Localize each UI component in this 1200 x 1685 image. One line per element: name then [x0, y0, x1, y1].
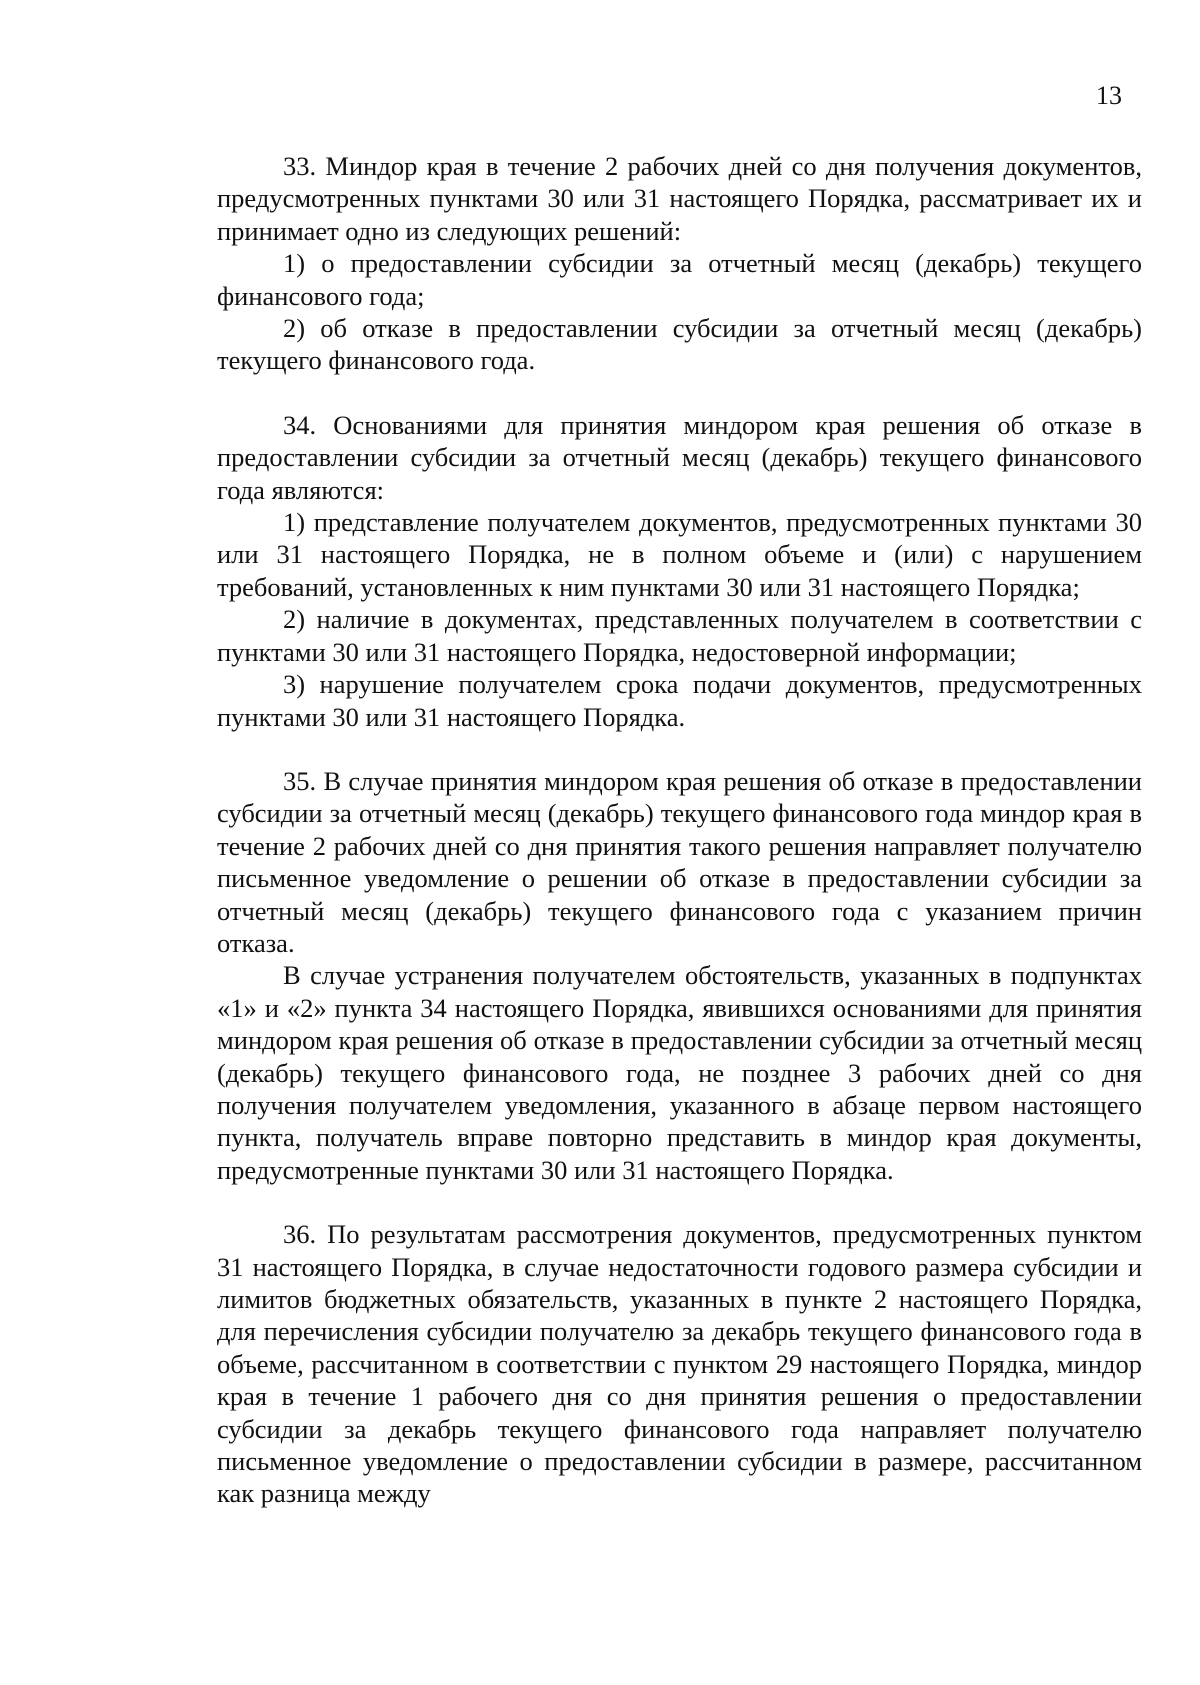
paragraph-34-item-1: 1) представление получателем документов, предусмотренных пунктами 30 или 31 настоящего Порядка, не в полном объеме и (или) с нарушением требований, установленных к ним пунктами 30 или 31 настоящего Порядка; — [217, 507, 1142, 602]
paragraph-33-item-1: 1) о предоставлении субсидии за отчетный месяц (декабрь) текущего финансового года; — [217, 248, 1142, 311]
paragraph-34-item-2: 2) наличие в документах, представленных получателем в соответствии с пунктами 30 или 31 настоящего Порядка, недостоверной информации; — [217, 604, 1142, 667]
paragraph-34: 34. Основаниями для принятия миндором края решения об отказе в предоставлении субсидии за отчетный месяц (декабрь) текущего финансового года являются: — [217, 409, 1142, 505]
page-number: 13 — [1096, 81, 1122, 110]
document-body — [217, 150, 1142, 1510]
paragraph-36: 36. По результатам рассмотрения документов, предусмотренных пунктом 31 настоящего Порядка, в случае недостаточности годового размера субсидии и лимитов бюджетных обязательств, указанных в пункте 2 настоящего Порядка, для перечисления субсидии получателю за декабрь текущего финансового года в объеме, рассчитанном в соответствии с пунктом 29 настоящего Порядка, миндор края в течение 1 рабочего дня со дня принятия решения о предоставлении субсидии за декабрь текущего финансового года направляет получателю письменное уведомление о предоставлении субсидии в размере, рассчитанном как разница между — [217, 1219, 1142, 1509]
paragraph-35: 35. В случае принятия миндором края решения об отказе в предоставлении субсидии за отчетный месяц (декабрь) текущего финансового года миндор края в течение 2 рабочих дней со дня принятия такого решения направляет получателю письменное уведомление о решении об отказе в предоставлении субсидии за отчетный месяц (декабрь) текущего финансового года с указанием причин отказа. — [217, 765, 1142, 958]
paragraph-33: 33. Миндор края в течение 2 рабочих дней со дня получения документов, предусмотренных пунктами 30 или 31 настоящего Порядка, рассматривает их и принимает одно из следующих решений: — [217, 151, 1142, 246]
paragraph-33-item-2: 2) об отказе в предоставлении субсидии за отчетный месяц (декабрь) текущего финансового года. — [217, 313, 1142, 376]
paragraph-35-part-2: В случае устранения получателем обстоятельств, указанных в подпунктах «1» и «2» пункта 34 настоящего Порядка, явившихся основаниями для принятия миндором края решения об отказе в предоставлении субсидии за отчетный месяц (декабрь) текущего финансового года, не позднее 3 рабочих дней со дня получения получателем уведомления, указанного в абзаце первом настоящего пункта, получатель вправе повторно представить в миндор края документы, предусмотренные пунктами 30 или 31 настоящего Порядка. — [217, 960, 1142, 1185]
paragraph-34-item-3: 3) нарушение получателем срока подачи документов, предусмотренных пунктами 30 или 31 настоящего Порядка. — [217, 669, 1142, 732]
